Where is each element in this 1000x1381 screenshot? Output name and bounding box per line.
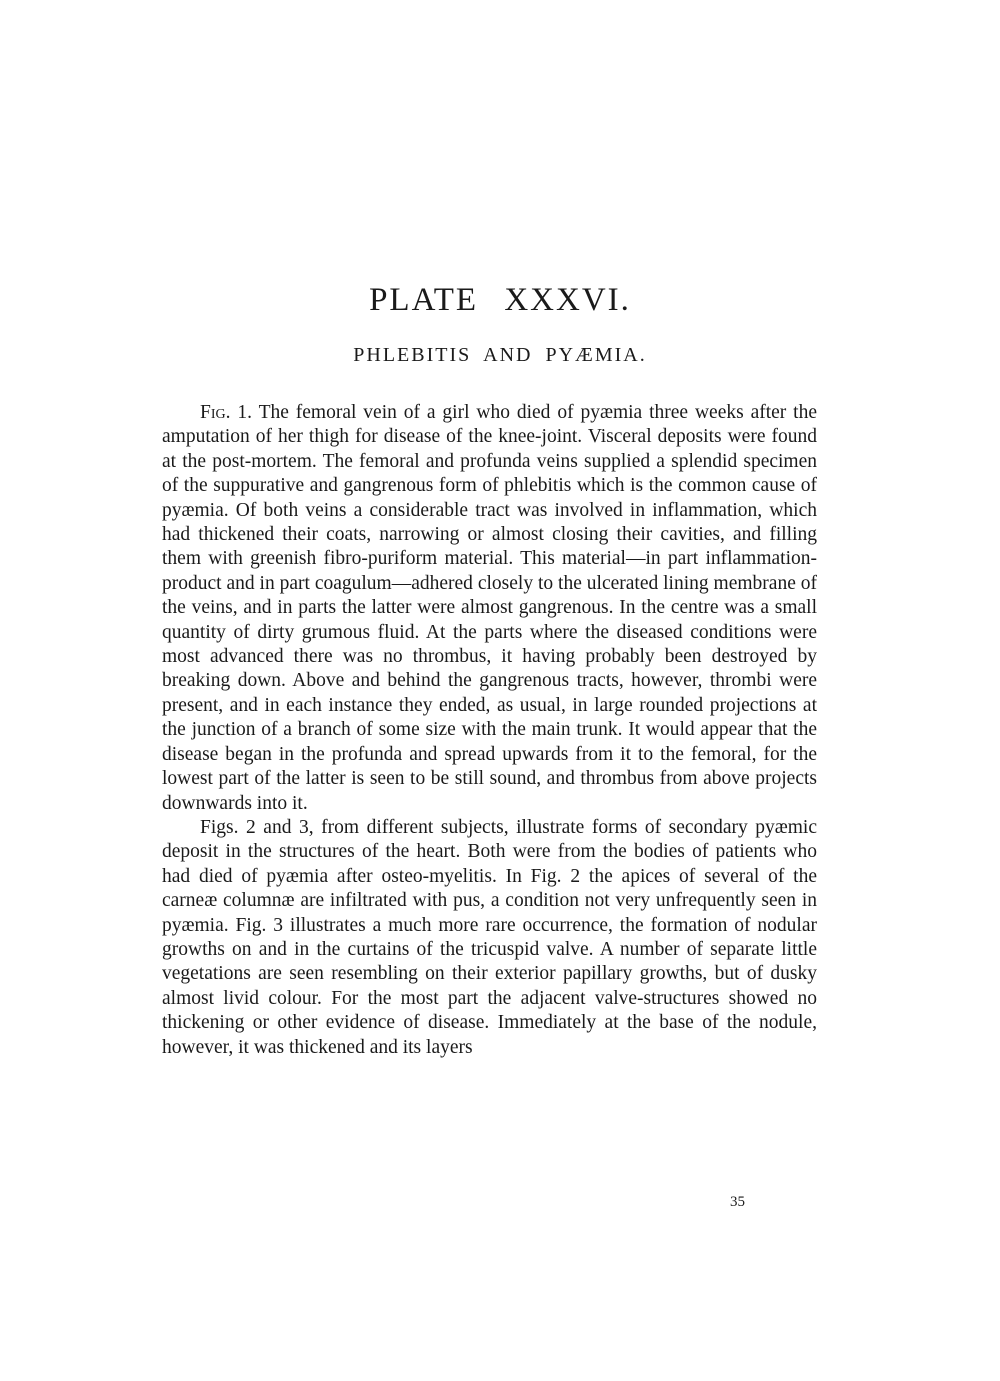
figure-label: Fig. 1. bbox=[200, 402, 253, 423]
plate-subtitle: PHLEBITIS AND PYÆMIA. bbox=[353, 344, 647, 366]
paragraph-text: The femoral vein of a girl who died of pyæmia three weeks after the amputation of her thigh for disease of the knee-joint. Visceral deposits were found at the post-mortem. The femoral and profunda veins supplied a splendid specimen of the suppurative and gangrenous form of phlebitis which is the common cause of pyæmia. Of both veins a considerable tract was involved in inflammation, which had thickened their coats, narrowing or almost closing their cavities, and filling them with greenish fibro-puriform material. This material—in part inflammation-product and in part coagulum—adhered closely to the ulcerated lining membrane of the veins, and in parts the latter were almost gangrenous. In the centre was a small quantity of dirty grumous fluid. At the parts where the diseased conditions were most advanced there was no thrombus, it having probably been destroyed by breaking down. Above and behind the gangrenous tracts, however, thrombi were present, and in each instance they ended, as usual, in large rounded projections at the junction of a branch of some size with the main trunk. It would appear that the disease began in the profunda and spread upwards from it to the femoral, for the lowest part of the latter is seen to be still sound, and thrombus from above projects downwards into it. bbox=[162, 402, 817, 814]
paragraph-figs-2-3 bbox=[162, 816, 817, 1060]
paragraph-text: Figs. 2 and 3, from different subjects, illustrate forms of secondary pyæmic deposit in the structures of the heart. Both were from the bodies of patients who had died of pyæmia after osteo-myelitis. In Fig. 2 the apices of several of the carneæ columnæ are infiltrated with pus, a condition not very unfrequently seen in pyæmia. Fig. 3 illustrates a much more rare occurrence, the formation of nodular growths on and in the curtains of the tricuspid valve. A number of separate little vegetations are seen resembling on their exterior papillary growths, but of dusky almost livid colour. For the most part the adjacent valve-structures showed no thickening or other evidence of disease. Immediately at the base of the nodule, however, it was thickened and its layers bbox=[162, 816, 817, 1058]
plate-title: PLATE XXXVI. bbox=[369, 282, 631, 318]
paragraph-fig-1 bbox=[162, 401, 817, 816]
body-text bbox=[162, 401, 817, 1060]
page-number: 35 bbox=[730, 1194, 745, 1210]
